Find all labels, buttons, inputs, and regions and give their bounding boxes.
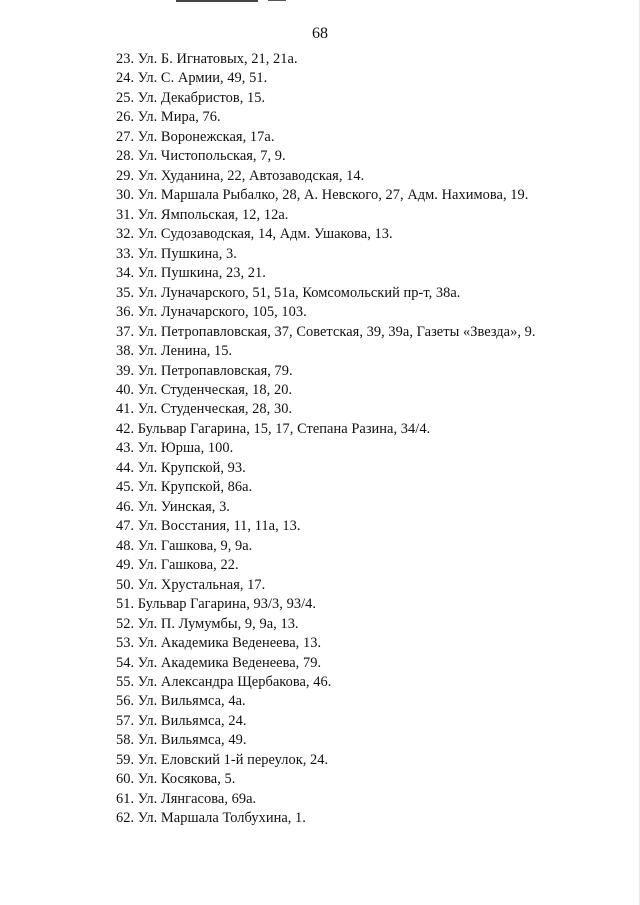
list-item: 50. Ул. Хрустальная, 17. <box>116 576 266 593</box>
list-item: 53. Ул. Академика Веденеева, 13. <box>116 635 322 652</box>
address-list <box>116 50 536 829</box>
list-item: 38. Ул. Ленина, 15. <box>116 343 233 360</box>
list-item: 60. Ул. Косякова, 5. <box>116 771 236 788</box>
list-item: 57. Ул. Вильямса, 24. <box>116 712 247 729</box>
list-item: 33. Ул. Пушкина, 3. <box>116 245 237 262</box>
list-item: 43. Ул. Юрша, 100. <box>116 440 234 457</box>
list-item: 29. Ул. Худанина, 22, Автозаводская, 14. <box>116 167 365 184</box>
list-item: 52. Ул. П. Лумумбы, 9, 9а, 13. <box>116 615 299 632</box>
list-item: 31. Ул. Ямпольская, 12, 12а. <box>116 206 289 223</box>
list-item: 37. Ул. Петропавловская, 37, Советская, 39, 39а, Газеты «Звезда», 9. <box>116 323 536 340</box>
list-item: 30. Ул. Маршала Рыбалко, 28, А. Невского, 27, Адм. Нахимова, 19. <box>116 187 529 204</box>
top-edge-mark-small <box>268 0 286 1</box>
list-item: 62. Ул. Маршала Толбухина, 1. <box>116 810 306 827</box>
list-item: 27. Ул. Воронежская, 17а. <box>116 128 275 145</box>
list-item: 32. Ул. Судозаводская, 14, Адм. Ушакова, 13. <box>116 226 393 243</box>
list-item: 59. Ул. Еловский 1-й переулок, 24. <box>116 751 329 768</box>
list-item: 36. Ул. Луначарского, 105, 103. <box>116 304 307 321</box>
list-item: 34. Ул. Пушкина, 23, 21. <box>116 265 266 282</box>
list-item: 51. Бульвар Гагарина, 93/3, 93/4. <box>116 596 317 613</box>
list-item: 45. Ул. Крупской, 86а. <box>116 479 253 496</box>
list-item: 39. Ул. Петропавловская, 79. <box>116 362 293 379</box>
list-item: 47. Ул. Восстания, 11, 11а, 13. <box>116 518 301 535</box>
list-item: 56. Ул. Вильямса, 4а. <box>116 693 246 710</box>
list-item: 26. Ул. Мира, 76. <box>116 109 221 126</box>
list-item: 23. Ул. Б. Игнатовых, 21, 21а. <box>116 51 298 67</box>
list-item: 49. Ул. Гашкова, 22. <box>116 557 239 574</box>
list-item: 25. Ул. Декабристов, 15. <box>116 89 266 106</box>
list-item: 35. Ул. Луначарского, 51, 51а, Комсомольский пр-т, 38а. <box>116 284 461 301</box>
list-item: 40. Ул. Студенческая, 18, 20. <box>116 381 293 398</box>
list-item: 41. Ул. Студенческая, 28, 30. <box>116 401 293 418</box>
list-item: 44. Ул. Крупской, 93. <box>116 459 246 476</box>
list-item: 24. Ул. С. Армии, 49, 51. <box>116 70 268 87</box>
list-item: 46. Ул. Уинская, 3. <box>116 498 230 515</box>
list-item: 42. Бульвар Гагарина, 15, 17, Степана Разина, 34/4. <box>116 420 431 437</box>
list-item: 28. Ул. Чистопольская, 7, 9. <box>116 148 286 165</box>
list-item: 48. Ул. Гашкова, 9, 9а. <box>116 537 253 554</box>
top-edge-mark <box>176 0 258 2</box>
list-item: 55. Ул. Александра Щербакова, 46. <box>116 674 332 690</box>
list-item: 54. Ул. Академика Веденеева, 79. <box>116 654 322 671</box>
list-item: 61. Ул. Лянгасова, 69а. <box>116 790 257 807</box>
page-number: 68 <box>312 25 328 42</box>
list-item: 58. Ул. Вильямса, 49. <box>116 732 247 749</box>
